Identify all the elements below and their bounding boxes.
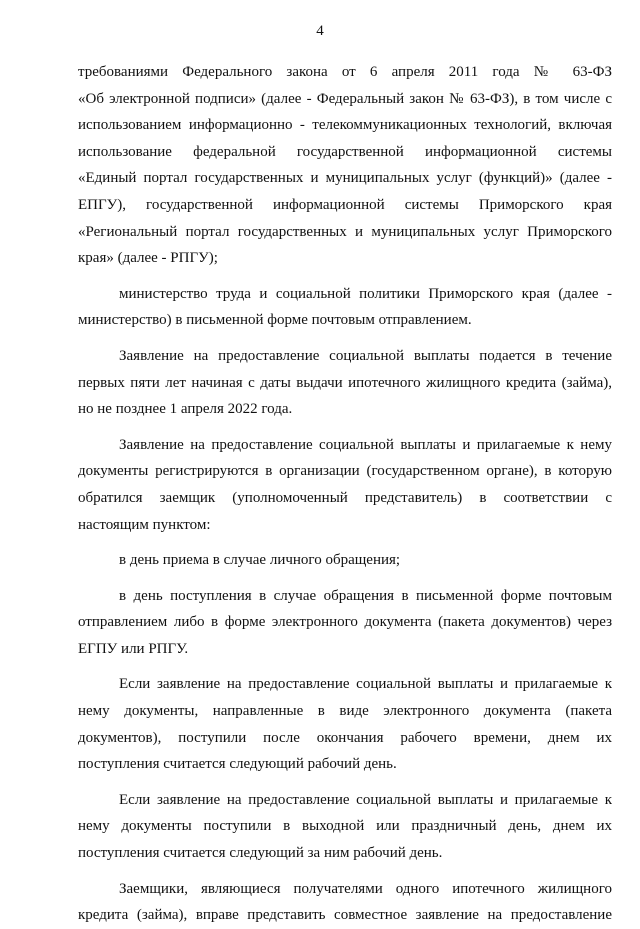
paragraph-gap xyxy=(78,778,612,787)
paragraph-gap xyxy=(78,574,612,583)
text-line: поступления считается следующий рабочий день. xyxy=(78,756,397,773)
text-line: Если заявление на предоставление социальной выплаты и прилагаемые к xyxy=(119,791,612,808)
text-line: поступления считается следующий за ним рабочий день. xyxy=(78,845,443,862)
paragraph xyxy=(78,432,612,538)
text-line: документов), поступили после окончания рабочего времени, днем их xyxy=(78,729,612,746)
paragraph-gap xyxy=(78,423,612,432)
text-line: в день приема в случае личного обращения; xyxy=(119,552,401,569)
paragraph xyxy=(78,787,612,867)
paragraph xyxy=(78,547,612,574)
paragraph xyxy=(78,59,612,272)
paragraph xyxy=(78,583,612,663)
paragraph-gap xyxy=(78,867,612,876)
paragraph xyxy=(78,281,612,334)
paragraph xyxy=(78,876,612,929)
text-line: Заявление на предоставление социальной выплаты и прилагаемые к нему xyxy=(119,436,612,453)
text-line: отправлением либо в форме электронного документа (пакета документов) через xyxy=(78,614,612,631)
text-line: но не позднее 1 апреля 2022 года. xyxy=(78,401,293,418)
text-line: края» (далее - РПГУ); xyxy=(78,250,218,267)
text-line: министерство труда и социальной политики Приморского края (далее - xyxy=(119,285,612,302)
text-line: «Единый портал государственных и муниципальных услуг (функций)» (далее - xyxy=(78,170,612,187)
text-line: министерство) в письменной форме почтовым отправлением. xyxy=(78,312,472,329)
text-line: обратился заемщик (уполномоченный представитель) в соответствии с xyxy=(78,489,612,506)
text-line: нему документы поступили в выходной или праздничный день, днем их xyxy=(78,818,612,835)
text-line: Заявление на предоставление социальной выплаты подается в течение xyxy=(119,347,612,364)
text-line: кредита (займа), вправе представить совместное заявление на предоставление xyxy=(78,907,612,924)
text-line: в день поступления в случае обращения в письменной форме почтовым xyxy=(119,587,612,604)
text-line: Заемщики, являющиеся получателями одного ипотечного жилищного xyxy=(119,880,612,897)
paragraph xyxy=(78,671,612,777)
text-line: ЕПГУ), государственной информационной системы Приморского края xyxy=(78,196,612,213)
page-number: 4 xyxy=(316,23,324,39)
text-line: «Об электронной подписи» (далее - Федеральный закон № 63-ФЗ), в том числе с xyxy=(78,90,612,107)
text-line: Если заявление на предоставление социальной выплаты и прилагаемые к xyxy=(119,676,612,693)
text-line: ЕГПУ или РПГУ. xyxy=(78,640,189,657)
text-line: первых пяти лет начиная с даты выдачи ипотечного жилищного кредита (займа), xyxy=(78,374,612,391)
paragraph xyxy=(78,343,612,423)
paragraph-gap xyxy=(78,538,612,547)
document-body xyxy=(78,59,612,929)
paragraph-gap xyxy=(78,272,612,281)
text-line: документы регистрируются в организации (государственном органе), в которую xyxy=(78,463,612,480)
text-line: «Региональный портал государственных и муниципальных услуг Приморского xyxy=(78,223,612,240)
paragraph-gap xyxy=(78,334,612,343)
text-line: требованиями Федерального закона от 6 апреля 2011 года № 63-ФЗ xyxy=(78,64,612,80)
paragraph-gap xyxy=(78,662,612,671)
text-line: настоящим пунктом: xyxy=(78,516,211,533)
text-line: использованием информационно - телекоммуникационных технологий, включая xyxy=(78,117,612,134)
text-line: использование федеральной государственной информационной системы xyxy=(78,143,612,160)
text-line: нему документы, направленные в виде электронного документа (пакета xyxy=(78,703,612,720)
